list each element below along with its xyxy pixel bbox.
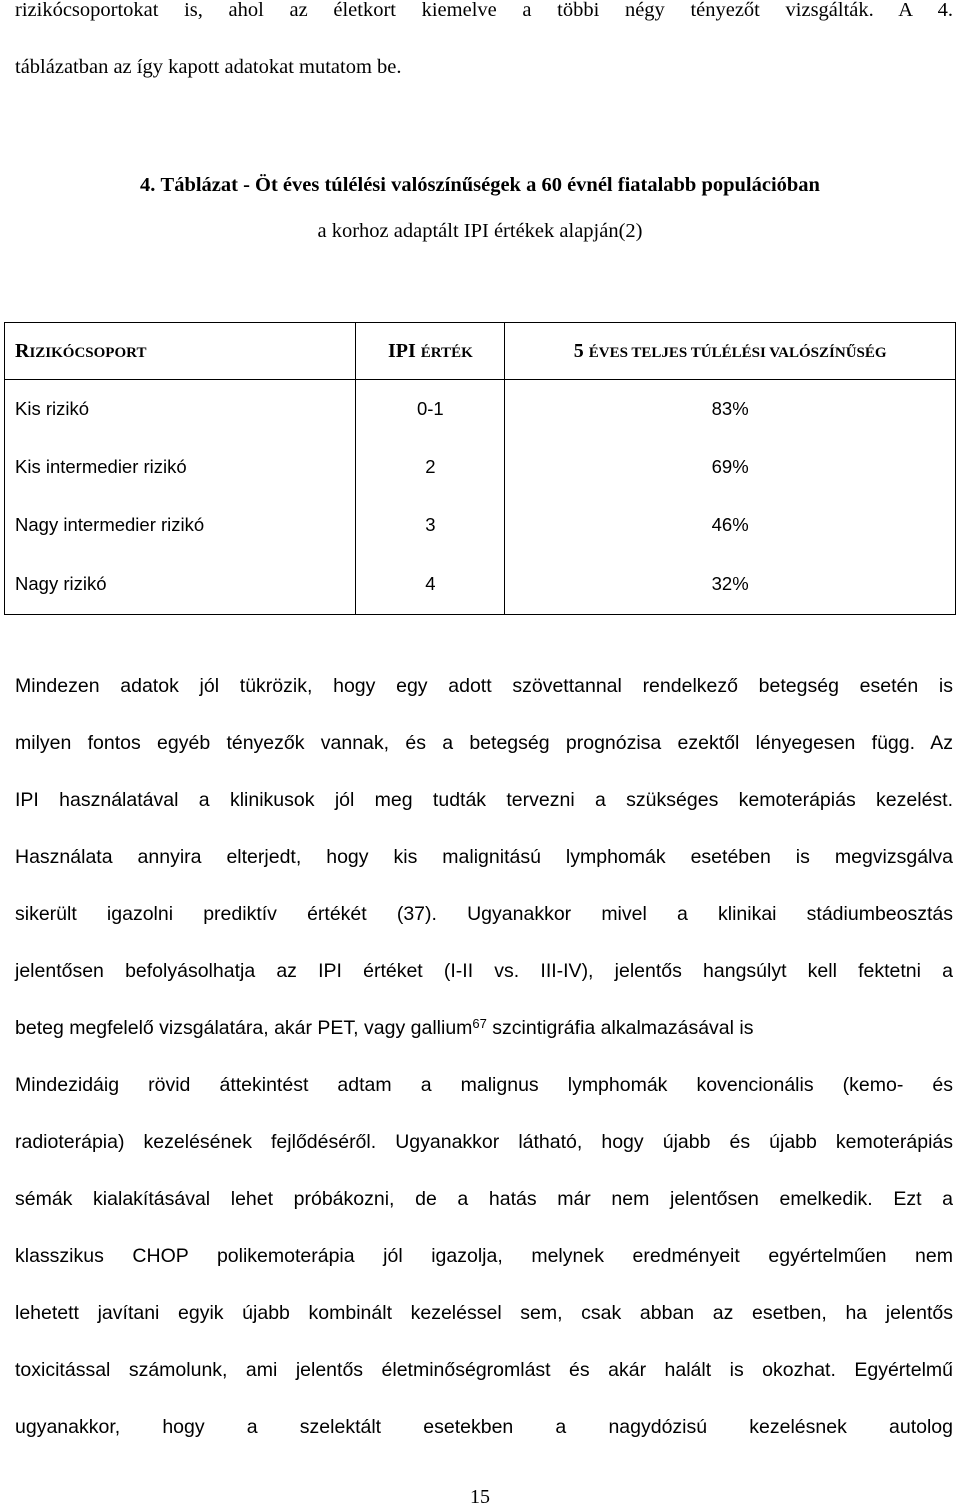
cell-risk-group: Kis rizikó	[5, 380, 356, 439]
cell-ipi: 3	[356, 496, 505, 554]
body-text-segment: szcintigráfia alkalmazásával is	[486, 1017, 754, 1039]
header-ipi-value: IPI ÉRTÉK	[356, 323, 505, 380]
body-line: radioterápia) kezelésének fejlődéséről. Ugyanakkor látható, hogy újabb és újabb kemoterápiás	[15, 1131, 953, 1153]
body-line: sémák kialakításával lehet próbákozni, de a hatás már nem jelentősen emelkedik. Ezt a	[15, 1188, 953, 1210]
cell-risk-group: Nagy intermedier rizikó	[5, 496, 356, 554]
caption-line-1	[0, 162, 960, 208]
table-row	[5, 554, 956, 615]
caption-title-2: a korhoz adaptált IPI értékek alapján	[317, 220, 619, 242]
intro-line: rizikócsoportokat is, ahol az életkort kiemelve a többi négy tényezőt vizsgálták. A 4.	[15, 0, 953, 21]
body-line: IPI használatával a klinikusok jól meg tudták tervezni a szükséges kemoterápiás kezelést.	[15, 789, 953, 811]
cell-survival: 32%	[505, 554, 956, 615]
body-line: milyen fontos egyéb tényezők vannak, és a betegség prognózisa ezektől lényegesen függ. Az	[15, 732, 953, 754]
body-text-segment: beteg megfelelő vizsgálatára, akár PET, vagy gallium	[15, 1017, 473, 1039]
body-line: Használata annyira elterjedt, hogy kis malignitású lymphomák esetében is megvizsgálva	[15, 846, 953, 868]
body-line: lehetett javítani egyik újabb kombinált kezeléssel sem, csak abban az esetben, ha jelentős	[15, 1302, 953, 1324]
caption-line-2	[0, 208, 960, 254]
risk-table	[4, 322, 956, 615]
table-header-row	[5, 323, 956, 380]
cell-survival: 46%	[505, 496, 956, 554]
body-line: Mindezen adatok jól tükrözik, hogy egy adott szövettannal rendelkező betegség esetén is	[15, 675, 953, 697]
body-line: ugyanakkor, hogy a szelektált esetekben a nagydózisú kezelésnek autolog	[15, 1416, 953, 1438]
page-number: 15	[470, 1486, 490, 1508]
header-survival: 5 ÉVES TELJES TÚLÉLÉSI VALÓSZÍNŰSÉG	[505, 323, 956, 380]
cell-ipi: 4	[356, 554, 505, 615]
body-line: toxicitással számolunk, ami jelentős életminőségromlást és akár halált is okozhat. Egyértelmű	[15, 1359, 953, 1381]
body-paragraph	[15, 658, 953, 1456]
body-line: klasszikus CHOP polikemoterápia jól igazolja, melynek eredményeit egyértelműen nem	[15, 1245, 953, 1267]
cell-survival: 83%	[505, 380, 956, 439]
body-line	[15, 1000, 953, 1057]
table-row	[5, 438, 956, 496]
body-line: sikerült igazolni prediktív értékét (37). Ugyanakkor mivel a klinikai stádiumbeosztás	[15, 903, 953, 925]
caption-number: 4.	[140, 174, 156, 196]
intro-line: táblázatban az így kapott adatokat mutatom be.	[15, 56, 402, 78]
cell-ipi: 0-1	[356, 380, 505, 439]
cell-survival: 69%	[505, 438, 956, 496]
table-row	[5, 496, 956, 554]
caption-reference: (2)	[618, 220, 643, 242]
superscript-67: 67	[472, 1016, 487, 1031]
table-row	[5, 380, 956, 439]
body-line: Mindezidáig rövid áttekintést adtam a malignus lymphomák kovencionális (kemo- és	[15, 1074, 953, 1096]
cell-risk-group: Kis intermedier rizikó	[5, 438, 356, 496]
cell-risk-group: Nagy rizikó	[5, 554, 356, 615]
cell-ipi: 2	[356, 438, 505, 496]
header-risk-group: RIZIKÓCSOPORT	[5, 323, 356, 380]
caption-title-1: Táblázat - Öt éves túlélési valószínűségek a 60 évnél fiatalabb populációban	[160, 174, 820, 196]
intro-paragraph	[15, 0, 953, 96]
body-line: jelentősen befolyásolhatja az IPI értéket (I-II vs. III-IV), jelentős hangsúlyt kell fektetni a	[15, 960, 953, 982]
table-caption	[0, 162, 960, 254]
